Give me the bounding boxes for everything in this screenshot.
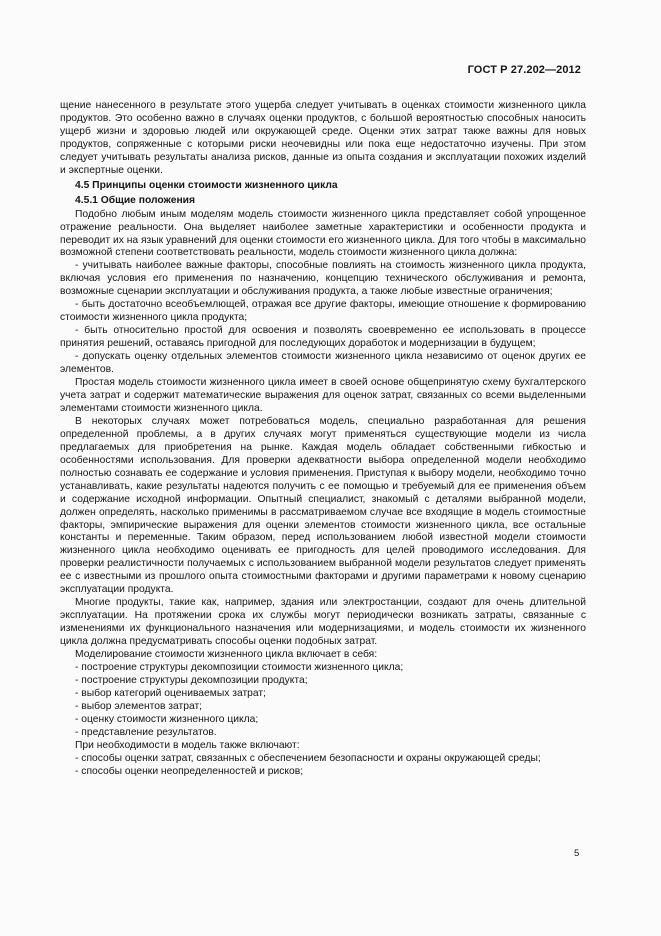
modeling-step-item: - построение структуры декомпозиции стоимости жизненного цикла; xyxy=(75,661,404,673)
requirement-item: - учитывать наиболее важные факторы, способные повлиять на стоимость жизненного цикла продукта, включая условия его применения по назначению, концепцию технического обслуживания и ремонта, возможные сценарии эксплуатации и обслуживания продукта, а также любые известные ограничения; xyxy=(60,260,586,298)
modeling-step-item: - построение структуры декомпозиции продукта; xyxy=(75,674,308,686)
page-body xyxy=(60,100,586,779)
paragraph-long-life: Многие продукты, такие как, например, здания или электростанции, создают для очень длительной эксплуатации. На протяжении срока их службы могут периодически возникать затраты, связанные с изменениями их функционального назначения или модернизациями, и модель стоимости их жизненного цикла должна предусматривать способы оценки подобных затрат. xyxy=(60,597,586,648)
subsection-heading-4-5-1: 4.5.1 Общие положения xyxy=(75,194,195,206)
optional-item: - способы оценки неопределенностей и рисков; xyxy=(75,765,304,777)
modeling-step-item: - выбор элементов затрат; xyxy=(75,700,203,712)
paragraph-model-intro: Подобно любым иным моделям модель стоимости жизненного цикла представляет собой упрощенное отражение реальности. Она выделяет наиболее заметные характеристики и особенности продукта и переводит их на язык уравнений для оценки стоимости его жизненного цикла. Для того чтобы в максимально возможной степени соответствовать реальности, модель стоимости жизненного цикла должна: xyxy=(60,208,586,259)
modeling-step-item: - выбор категорий оцениваемых затрат; xyxy=(75,687,266,699)
section-heading-4-5: 4.5 Принципы оценки стоимости жизненного цикла xyxy=(75,179,338,191)
requirement-item: - быть относительно простой для освоения и позволять своевременно ее использовать в процессе принятия решений, оставаясь пригодной для последующих доработок и модернизации в будущем; xyxy=(60,325,586,350)
paragraph-also-includes: При необходимости в модель также включают: xyxy=(75,739,300,751)
page-number: 5 xyxy=(574,848,580,859)
modeling-step-item: - представление результатов. xyxy=(75,726,217,738)
paragraph-continuation: щение нанесенного в результате этого ущерба следует учитывать в оценках стоимости жизненного цикла продуктов. Это особенно важно в случаях оценки продуктов, с большой вероятностью способных наносить ущерб жизни и здоровью людей или окружающей среде. Оценки этих затрат также важны для новых продуктов, сопряженные с которыми риски неочевидны или пока еще недостаточно изучены. При этом следует учитывать результаты анализа рисков, данные из опыта создания и эксплуатации похожих изделий и экспертные оценки. xyxy=(60,100,586,176)
requirement-item: - допускать оценку отдельных элементов стоимости жизненного цикла независимо от оценок других ее элементов. xyxy=(60,351,586,376)
paragraph-modeling-includes: Моделирование стоимости жизненного цикла включает в себя: xyxy=(75,649,378,661)
optional-item: - способы оценки затрат, связанных с обеспечением безопасности и охраны окружающей среды; xyxy=(75,752,541,764)
modeling-step-item: - оценку стоимости жизненного цикла; xyxy=(75,713,259,725)
paragraph-simple-model: Простая модель стоимости жизненного цикла имеет в своей основе общепринятую схему бухгалтерского учета затрат и содержит математические выражения для оценок затрат, связанных со всеми выделенными элементами стоимости жизненного цикла. xyxy=(60,377,586,414)
paragraph-special-model: В некоторых случаях может потребоваться модель, специально разработанная для решения определенной проблемы, а в других случаях могут применяться существующие модели из числа предлагаемых для приобретения на рынке. Каждая модель обладает собственными гибкостью и особенностями использования. Для проверки адекватности выбора определенной модели необходимо полностью сознавать ее содержание и условия применения. Приступая к выбору модели, необходимо точно устанавливать, какие результаты надеются получить с ее помощью и требуемый для ее применения объем и содержание исходной информации. Опытный специалист, знакомый с деталями выбранной модели, должен определять, насколько применимы в рассматриваемом случае все входящие в модель стоимостные факторы, эмпирические выражения для оценки элементов стоимости жизненного цикла, все остальные константы и переменные. Таким образом, перед использованием любой известной модели стоимости жизненного цикла необходимо оценивать ее пригодность для целей проводимого исследования. Для проверки реалистичности получаемых с использованием выбранной модели результатов следует применять ее с известными из прошлого опыта стоимостными факторами и другими параметрами к новому сценарию эксплуатации продукта. xyxy=(60,415,586,596)
requirement-item: - быть достаточно всеобъемлющей, отражая все другие факторы, имеющие отношение к формированию стоимости жизненного цикла продукта; xyxy=(60,299,586,324)
document-header: ГОСТ Р 27.202—2012 xyxy=(467,64,581,76)
